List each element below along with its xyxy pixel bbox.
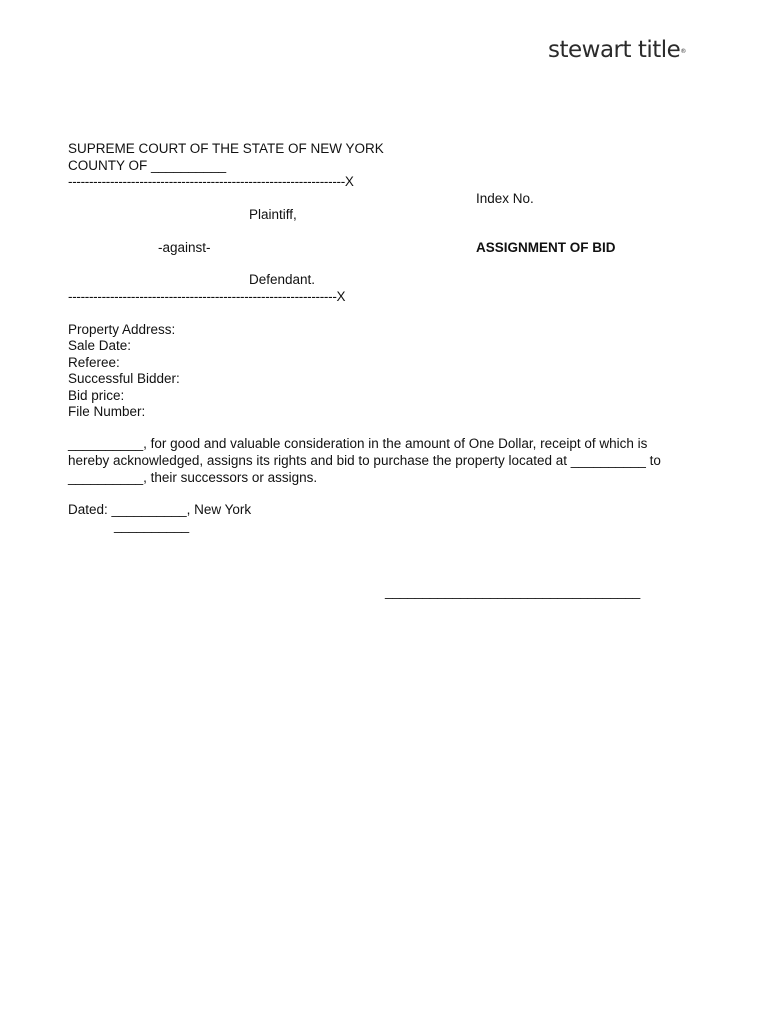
against-label: -against- xyxy=(158,240,211,255)
dated-line: Dated: __________, New York xyxy=(68,502,252,517)
signature-line: __________________________________ xyxy=(385,584,641,599)
defendant-label: Defendant. xyxy=(249,272,316,287)
field-referee: Referee: xyxy=(68,354,120,370)
assignment-paragraph xyxy=(68,436,708,486)
paragraph-line: __________, for good and valuable consideration in the amount of One Dollar, receipt of which is xyxy=(68,436,648,451)
court-name: SUPREME COURT OF THE STATE OF NEW YORK xyxy=(68,141,384,156)
field-successful-bidder: Successful Bidder: xyxy=(68,371,180,387)
field-bid-price: Bid price: xyxy=(68,387,125,403)
paragraph-line: __________, their successors or assigns. xyxy=(68,469,318,485)
field-sale-date: Sale Date: xyxy=(68,338,132,354)
plaintiff-label: Plaintiff, xyxy=(249,207,297,222)
logo-registered-mark: ® xyxy=(680,48,686,55)
dated-blank: __________ xyxy=(114,518,190,533)
caption-divider-top: ------------------------------------------------------------------X xyxy=(68,174,354,189)
court-county: COUNTY OF __________ xyxy=(68,157,227,173)
document-title: ASSIGNMENT OF BID xyxy=(476,240,616,255)
stewart-title-logo xyxy=(548,37,686,63)
logo-text: stewart title xyxy=(548,37,681,63)
index-number-label: Index No. xyxy=(476,190,534,206)
field-file-number: File Number: xyxy=(68,403,146,419)
property-fields xyxy=(68,322,180,420)
field-property-address: Property Address: xyxy=(68,322,176,337)
caption-divider-bottom: ----------------------------------------------------------------X xyxy=(68,288,346,304)
paragraph-line: hereby acknowledged, assigns its rights and bid to purchase the property located at __________ to xyxy=(68,452,661,468)
